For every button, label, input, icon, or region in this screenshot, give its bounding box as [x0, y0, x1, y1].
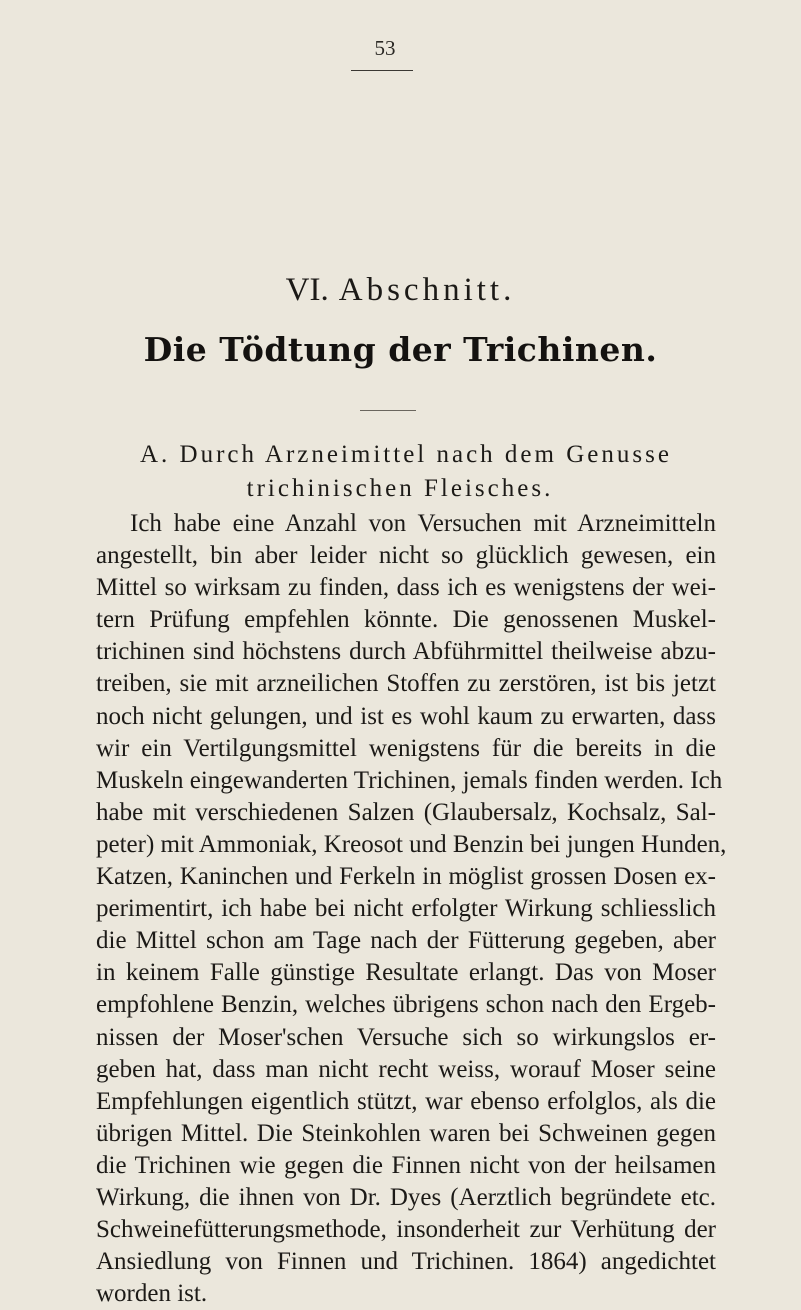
page-number-rule	[351, 70, 413, 71]
body-line: Schweinefütterungsmethode, insonderheit zur Verhütung der	[96, 1216, 716, 1244]
body-line: übrigen Mittel. Die Steinkohlen waren bei Schweinen gegen	[96, 1119, 716, 1147]
body-line: Empfehlungen eigentlich stützt, war ebenso erfolglos, als die	[96, 1087, 716, 1115]
body-line: Katzen, Kaninchen und Ferkeln in möglist grossen Dosen ex-	[96, 863, 716, 891]
subsection-line-2: trichinischen Fleisches.	[246, 475, 554, 502]
body-line: Mittel so wirksam zu finden, dass ich es wenigstens der wei-	[96, 574, 716, 602]
body-line: empfohlene Benzin, welches übrigens schon nach den Ergeb-	[96, 991, 716, 1019]
subsection-line-1: A. Durch Arzneimittel nach dem Genusse	[140, 441, 672, 468]
body-line: worden ist.	[96, 1280, 208, 1308]
section-number: VI.	[285, 272, 329, 308]
body-line: angestellt, bin aber leider nicht so glücklich gewesen, ein	[96, 542, 716, 570]
body-line: Wirkung, die ihnen von Dr. Dyes (Aerztlich begründete etc.	[96, 1183, 716, 1211]
chapter-title: Die Tödtung der Trichinen.	[143, 330, 658, 369]
section-word: Abschnitt.	[338, 272, 516, 308]
body-line: die Trichinen wie gegen die Finnen nicht von der heilsamen	[96, 1151, 716, 1179]
body-line: Ich habe eine Anzahl von Versuchen mit Arzneimitteln	[130, 510, 716, 537]
body-paragraph	[96, 508, 727, 1310]
body-line: in keinem Falle günstige Resultate erlangt. Das von Moser	[96, 959, 716, 987]
body-line: noch nicht gelungen, und ist es wohl kaum zu erwarten, dass	[96, 702, 716, 730]
body-line: wir ein Vertilgungsmittel wenigstens für die bereits in die	[96, 734, 716, 762]
body-line: Muskeln eingewanderten Trichinen, jemals finden werden. Ich	[96, 766, 723, 794]
body-line: die Mittel schon am Tage nach der Fütterung gegeben, aber	[96, 927, 716, 955]
body-line: trichinen sind höchstens durch Abführmittel theilweise abzu-	[96, 638, 716, 666]
subsection-heading	[140, 438, 700, 506]
body-line: peter) mit Ammoniak, Kreosot und Benzin bei jungen Hunden,	[96, 830, 727, 858]
body-line: Ansiedlung von Finnen und Trichinen. 1864) angedichtet	[96, 1248, 716, 1276]
body-line: perimentirt, ich habe bei nicht erfolgter Wirkung schliesslich	[96, 895, 716, 923]
page-number: 53	[374, 36, 396, 60]
body-line: habe mit verschiedenen Salzen (Glaubersalz, Kochsalz, Sal-	[96, 798, 716, 826]
body-line: tern Prüfung empfehlen könnte. Die genossenen Muskel-	[96, 606, 716, 634]
body-line: treiben, sie mit arzneilichen Stoffen zu zerstören, ist bis jetzt	[96, 670, 716, 698]
section-heading	[0, 272, 801, 309]
body-line: nissen der Moser'schen Versuche sich so wirkungslos er-	[96, 1023, 716, 1051]
body-line: geben hat, dass man nicht recht weiss, worauf Moser seine	[96, 1055, 716, 1083]
title-divider	[360, 410, 416, 411]
